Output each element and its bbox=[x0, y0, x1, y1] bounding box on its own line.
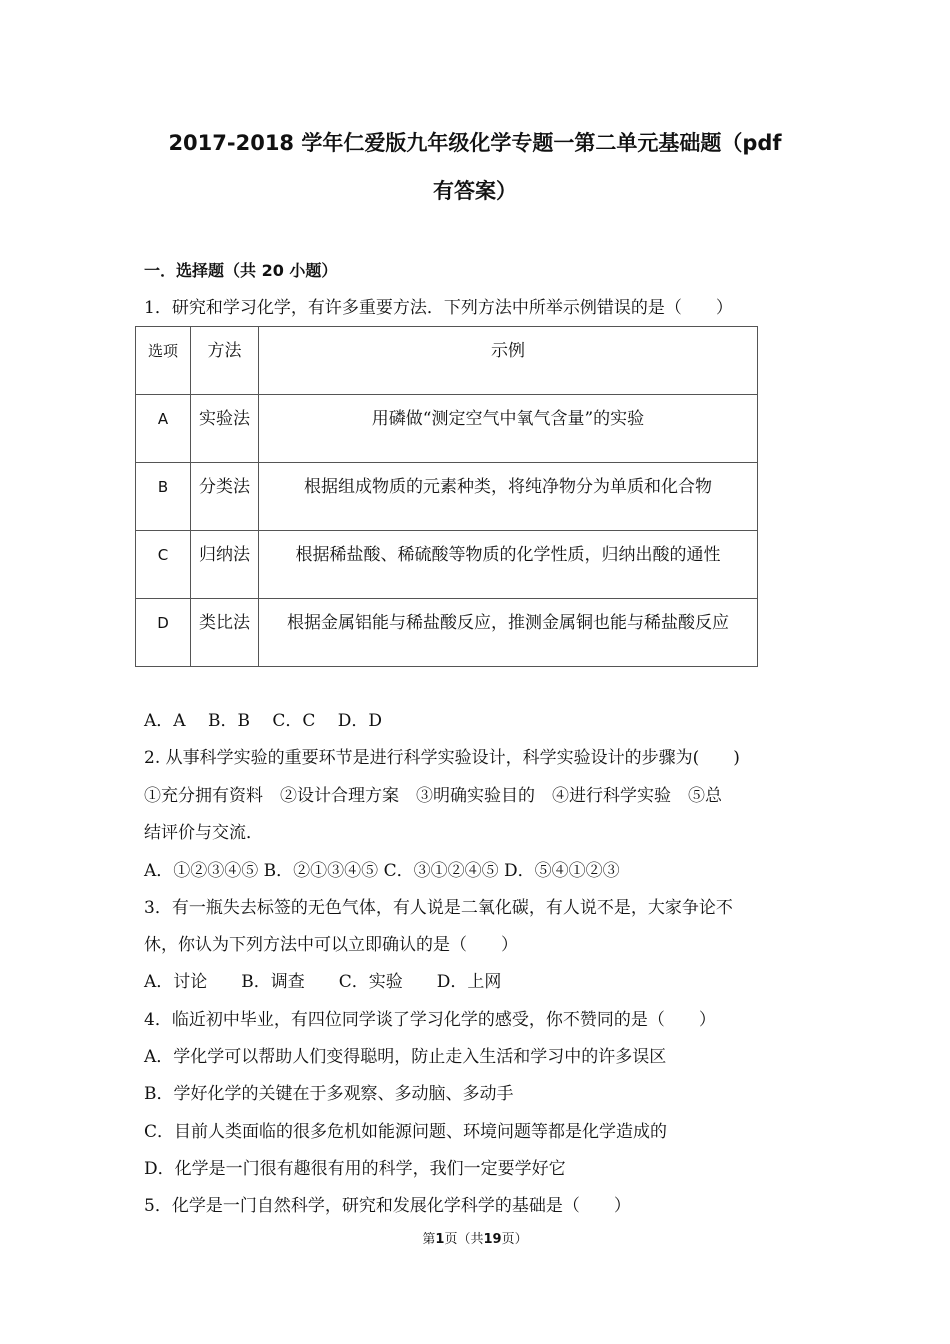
q3-choices: A．讨论 B．调查 C．实验 D．上网 bbox=[144, 972, 502, 992]
q4-option-d: D．化学是一门很有趣很有用的科学，我们一定要学好它 bbox=[144, 1159, 566, 1179]
footer-page-number: 1 bbox=[435, 1232, 445, 1247]
row-option: A bbox=[136, 395, 191, 463]
footer-prefix: 第 bbox=[422, 1232, 436, 1247]
row-method: 归纳法 bbox=[191, 531, 259, 599]
row-method: 类比法 bbox=[191, 599, 259, 667]
footer-total-pages: 19 bbox=[483, 1232, 502, 1247]
document-title-line1: 2017-2018 学年仁爱版九年级化学专题一第二单元基础题（pdf bbox=[168, 131, 782, 155]
table-header-row bbox=[136, 327, 758, 395]
table-row bbox=[136, 599, 758, 667]
q4-stem: 4．临近初中毕业，有四位同学谈了学习化学的感受，你不赞同的是（ ） bbox=[144, 1010, 716, 1030]
q1-choices: A．A B．B C．C D．D bbox=[144, 711, 383, 731]
row-option: D bbox=[136, 599, 191, 667]
q5-stem: 5．化学是一门自然科学，研究和发展化学科学的基础是（ ） bbox=[144, 1196, 631, 1216]
q1-table bbox=[135, 326, 758, 667]
q2-stem-line2: ①充分拥有资料 ②设计合理方案 ③明确实验目的 ④进行科学实验 ⑤总 bbox=[144, 786, 722, 806]
q1-stem: 1．研究和学习化学，有许多重要方法．下列方法中所举示例错误的是（ ） bbox=[144, 298, 733, 318]
document-title-line2: 有答案） bbox=[433, 179, 517, 203]
row-example: 根据稀盐酸、稀硫酸等物质的化学性质，归纳出酸的通性 bbox=[259, 531, 758, 599]
header-option: 选项 bbox=[136, 327, 191, 395]
row-example: 用磷做“测定空气中氧气含量”的实验 bbox=[259, 395, 758, 463]
q2-choices: A．①②③④⑤ B．②①③④⑤ C．③①②④⑤ D．⑤④①②③ bbox=[144, 861, 620, 881]
q4-option-c: C．目前人类面临的很多危机如能源问题、环境问题等都是化学造成的 bbox=[144, 1122, 668, 1142]
q2-stem-line3: 结评价与交流． bbox=[144, 823, 263, 843]
page-footer bbox=[0, 1228, 950, 1247]
q4-option-b: B．学好化学的关键在于多观察、多动脑、多动手 bbox=[144, 1084, 514, 1104]
table-row bbox=[136, 395, 758, 463]
header-example: 示例 bbox=[259, 327, 758, 395]
row-option: C bbox=[136, 531, 191, 599]
row-example: 根据金属铝能与稀盐酸反应，推测金属铜也能与稀盐酸反应 bbox=[259, 599, 758, 667]
q2-stem-line1: 2. 从事科学实验的重要环节是进行科学实验设计，科学实验设计的步骤为( ) bbox=[144, 748, 740, 768]
header-method: 方法 bbox=[191, 327, 259, 395]
footer-suffix: 页） bbox=[501, 1232, 528, 1247]
row-method: 实验法 bbox=[191, 395, 259, 463]
footer-middle: 页（共 bbox=[444, 1232, 484, 1247]
q3-stem-line1: 3．有一瓶失去标签的无色气体，有人说是二氧化碳，有人说不是，大家争论不 bbox=[144, 898, 733, 918]
section-heading: 一．选择题（共 20 小题） bbox=[144, 261, 338, 280]
table-row bbox=[136, 531, 758, 599]
row-option: B bbox=[136, 463, 191, 531]
row-method: 分类法 bbox=[191, 463, 259, 531]
q4-option-a: A．学化学可以帮助人们变得聪明，防止走入生活和学习中的许多误区 bbox=[144, 1047, 667, 1067]
row-example: 根据组成物质的元素种类，将纯净物分为单质和化合物 bbox=[259, 463, 758, 531]
table-row bbox=[136, 463, 758, 531]
q3-stem-line2: 休，你认为下列方法中可以立即确认的是（ ） bbox=[144, 935, 518, 955]
